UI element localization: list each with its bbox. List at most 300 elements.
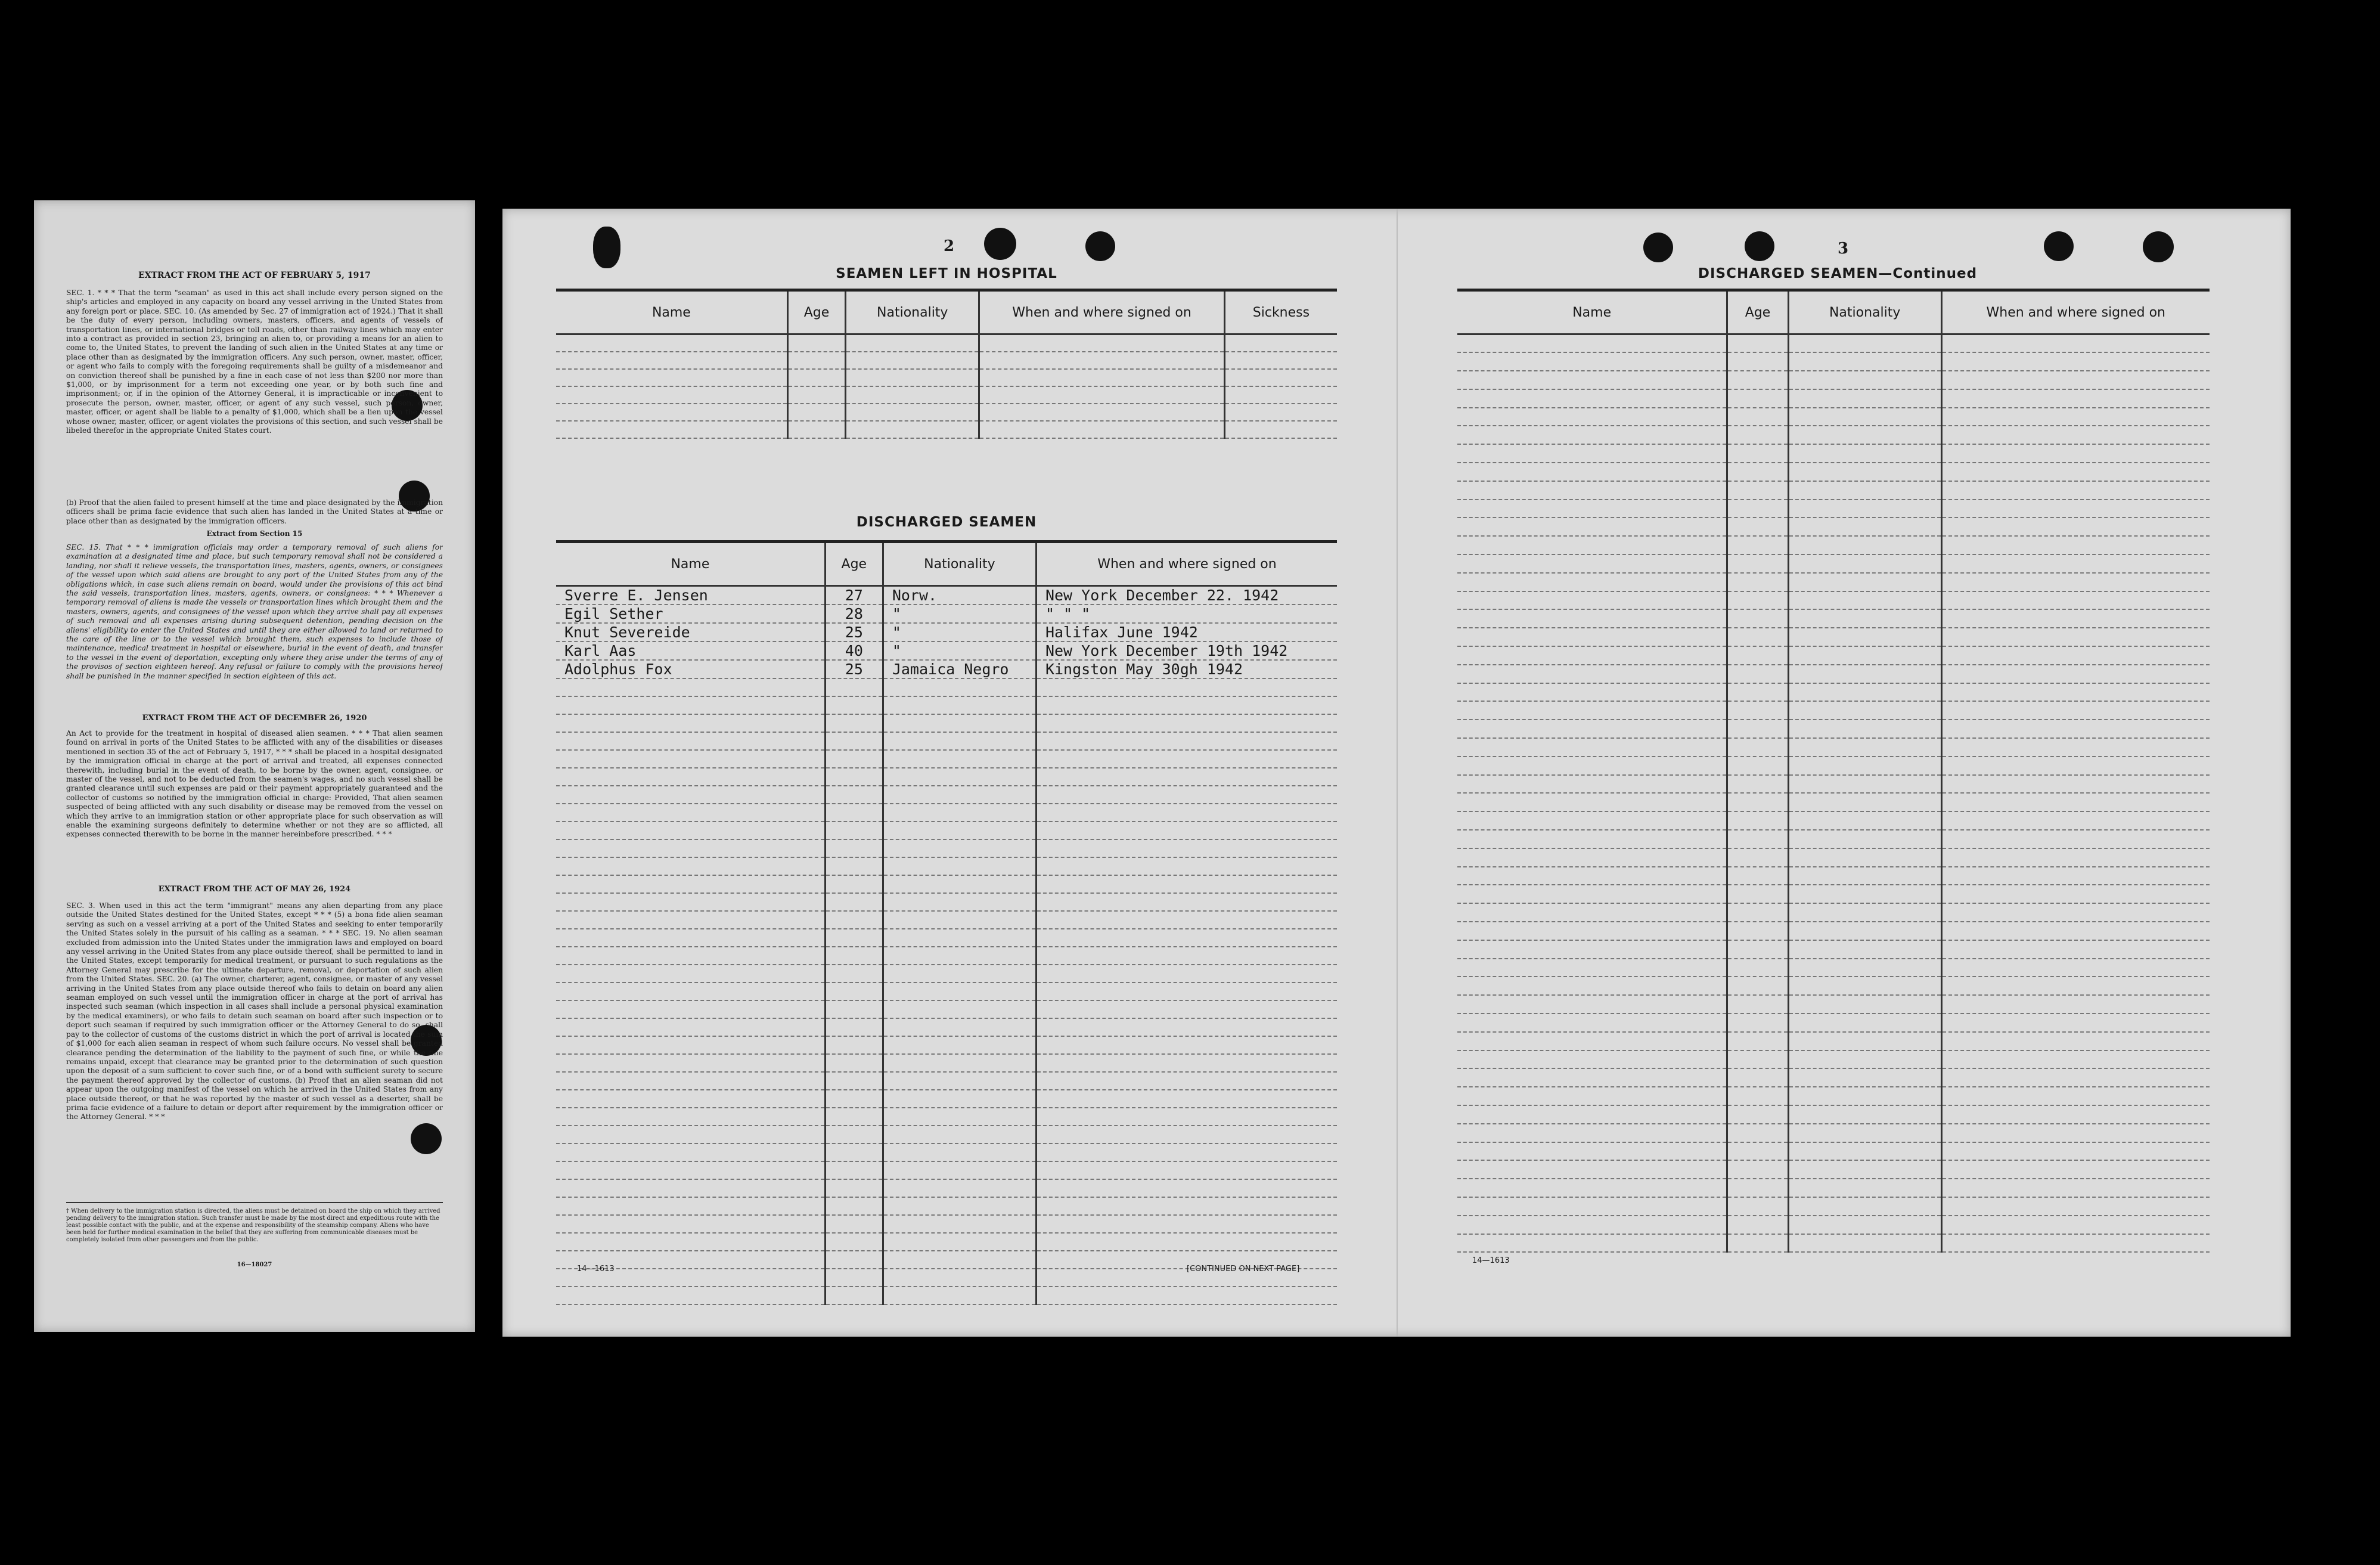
discharged-seaman-row [556, 660, 1337, 678]
empty-cell [556, 1054, 825, 1072]
blank-row [556, 839, 1337, 857]
empty-cell [556, 1287, 825, 1304]
empty-cell [883, 929, 1036, 947]
blank-row [1457, 683, 2210, 702]
blank-row [556, 1179, 1337, 1197]
blank-row [556, 1215, 1337, 1233]
empty-cell [1457, 536, 1727, 554]
empty-cell [556, 404, 787, 421]
blank-row [556, 714, 1337, 732]
empty-cell [1941, 757, 2210, 775]
empty-cell [556, 732, 825, 750]
empty-cell [556, 1179, 825, 1197]
empty-cell [883, 965, 1036, 983]
blank-row [556, 404, 1337, 421]
cell-age: 25 [825, 660, 883, 678]
cell-nationality: " [883, 605, 1036, 623]
empty-cell [1727, 903, 1788, 922]
empty-cell [1941, 444, 2210, 463]
empty-cell [1457, 1216, 1727, 1234]
empty-cell [1727, 591, 1788, 610]
empty-cell [1036, 983, 1337, 1000]
empty-cell [556, 839, 825, 857]
blank-row [1457, 1142, 2210, 1161]
empty-cell [883, 893, 1036, 911]
empty-cell [825, 1108, 883, 1126]
empty-cell [846, 352, 979, 369]
col-header-nationality: Nationality [1788, 290, 1941, 334]
empty-cell [1457, 793, 1727, 811]
blank-row [1457, 775, 2210, 794]
col-header-signed-on: When and where signed on [979, 290, 1225, 334]
page-fold [1397, 209, 1398, 1337]
empty-cell [1457, 1014, 1727, 1032]
empty-cell [1788, 738, 1941, 757]
empty-cell [825, 1161, 883, 1179]
empty-cell [979, 404, 1225, 421]
empty-cell [883, 714, 1036, 732]
blank-row [1457, 720, 2210, 738]
empty-cell [1788, 959, 1941, 977]
blank-row [1457, 885, 2210, 903]
empty-cell [1941, 830, 2210, 848]
empty-cell [556, 386, 787, 404]
empty-cell [1457, 1197, 1727, 1216]
empty-cell [1941, 481, 2210, 500]
empty-cell [556, 875, 825, 893]
empty-cell [1727, 867, 1788, 885]
empty-cell [1727, 536, 1788, 554]
empty-cell [1788, 757, 1941, 775]
empty-cell [825, 983, 883, 1000]
blank-row [556, 893, 1337, 911]
empty-cell [556, 421, 787, 438]
empty-cell [825, 1251, 883, 1269]
footnote: † When delivery to the immigration station is directed, the aliens must be detained on board the ship on which they arrived pending delivery to the immigration station. Such transfer must be made by the most direct and expeditious route with the least possible contact with the public, and at the expense and responsibility of the steamship company. Aliens who have been held for further medical examination in the belief that they are suffering from communicable diseases must be completely isolated from other passengers and from the public. [66, 1208, 440, 1243]
discharged-continued-table [1457, 289, 2210, 1253]
blank-row [556, 804, 1337, 822]
empty-cell [979, 421, 1225, 438]
empty-cell [556, 804, 825, 822]
col-header-sickness: Sickness [1224, 290, 1337, 334]
punch-hole [2143, 231, 2174, 262]
col-header-nationality: Nationality [883, 542, 1036, 586]
empty-cell [1036, 1197, 1337, 1215]
empty-cell [1727, 481, 1788, 500]
empty-cell [1788, 1197, 1941, 1216]
empty-cell [1457, 352, 1727, 371]
empty-cell [1941, 867, 2210, 885]
empty-cell [1941, 922, 2210, 940]
empty-cell [1727, 940, 1788, 959]
empty-cell [1941, 720, 2210, 738]
empty-cell [1727, 1234, 1788, 1253]
empty-cell [1224, 369, 1337, 386]
empty-cell [883, 911, 1036, 929]
empty-cell [556, 822, 825, 839]
empty-cell [1941, 1234, 2210, 1253]
empty-cell [846, 404, 979, 421]
empty-cell [1457, 628, 1727, 646]
cell-age: 40 [825, 642, 883, 660]
blank-row [1457, 811, 2210, 830]
empty-cell [1457, 334, 1727, 353]
empty-cell [883, 1036, 1036, 1054]
empty-cell [1727, 683, 1788, 702]
blank-row [556, 1018, 1337, 1036]
empty-cell [1457, 1234, 1727, 1253]
empty-cell [1457, 646, 1727, 665]
empty-cell [825, 768, 883, 786]
empty-cell [883, 1179, 1036, 1197]
empty-cell [883, 1054, 1036, 1072]
empty-cell [1941, 793, 2210, 811]
empty-cell [883, 1233, 1036, 1251]
empty-cell [1941, 591, 2210, 610]
empty-cell [825, 857, 883, 875]
empty-cell [787, 404, 845, 421]
empty-cell [1941, 885, 2210, 903]
empty-cell [1457, 426, 1727, 444]
blank-row [556, 911, 1337, 929]
form-code: 14—1613 [577, 1265, 615, 1273]
empty-cell [825, 1054, 883, 1072]
cell-age: 25 [825, 623, 883, 642]
cell-nationality: " [883, 642, 1036, 660]
empty-cell [1727, 701, 1788, 720]
blank-row [1457, 1068, 2210, 1087]
empty-cell [1727, 885, 1788, 903]
empty-cell [1941, 426, 2210, 444]
empty-cell [1788, 830, 1941, 848]
empty-cell [1788, 352, 1941, 371]
punch-hole [1085, 231, 1115, 261]
cell-name: Knut Severeide [556, 623, 825, 642]
blank-row [556, 1072, 1337, 1090]
blank-row [556, 386, 1337, 404]
empty-cell [1457, 408, 1727, 426]
empty-cell [883, 768, 1036, 786]
extract-heading-1920: EXTRACT FROM THE ACT OF DECEMBER 26, 1920 [142, 714, 367, 723]
empty-cell [787, 352, 845, 369]
blank-row [556, 1108, 1337, 1126]
empty-cell [1457, 830, 1727, 848]
empty-cell [846, 334, 979, 352]
empty-cell [1727, 500, 1788, 518]
blank-row [1457, 848, 2210, 867]
empty-cell [1727, 389, 1788, 408]
empty-cell [1788, 940, 1941, 959]
empty-cell [1036, 965, 1337, 983]
empty-cell [1788, 665, 1941, 683]
blank-row [556, 334, 1337, 352]
empty-cell [825, 965, 883, 983]
empty-cell [1457, 811, 1727, 830]
empty-cell [1727, 977, 1788, 995]
empty-cell [1457, 1124, 1727, 1142]
empty-cell [883, 947, 1036, 965]
empty-cell [1457, 1068, 1727, 1087]
empty-cell [1457, 463, 1727, 481]
empty-cell [1788, 1124, 1941, 1142]
empty-cell [883, 1287, 1036, 1304]
empty-cell [1727, 1087, 1788, 1105]
empty-cell [1457, 500, 1727, 518]
empty-cell [556, 1072, 825, 1090]
empty-cell [1788, 720, 1941, 738]
blank-row [1457, 1179, 2210, 1197]
empty-cell [1788, 536, 1941, 554]
hospital-section-title: SEAMEN LEFT IN HOSPITAL [836, 266, 1057, 281]
blank-row [556, 1233, 1337, 1251]
col-header-signed-on: When and where signed on [1941, 290, 2210, 334]
empty-cell [846, 386, 979, 404]
empty-cell [883, 678, 1036, 696]
empty-cell [1727, 1050, 1788, 1069]
blank-row [556, 857, 1337, 875]
empty-cell [556, 857, 825, 875]
blank-row [1457, 500, 2210, 518]
empty-cell [825, 1036, 883, 1054]
extract-heading-section15: Extract from Section 15 [206, 529, 303, 538]
empty-cell [1727, 628, 1788, 646]
blank-row [1457, 1234, 2210, 1253]
extract-paragraph-1924: SEC. 3. When used in this act the term "immigrant" means any alien departing from any place outside the United States destined for the United States, except * * * (5) a bona fide alien seaman serving as such on a vessel arriving at a port of the United States and seeking to enter temporarily the United States solely in the pursuit of his calling as a seaman. * * * SEC. 19. No alien seaman excluded from admission into the United States under the immigration laws and employed on board any vessel arriving in the United States from any place outside thereof, shall be permitted to land in the United States, except temporarily for medical treatment, or pursuant to such regulations as the Attorney General may prescribe for the ultimate departure, removal, or deportation of such alien from the United States. SEC. 20. (a) The owner, charterer, agent, consignee, or master of any vessel arriving in the United States from any place outside thereof who fails to detain on board any alien seaman employed on such vessel until the immigration officer in charge at the port of arrival has inspected such seaman (which inspection in all cases shall include a personal physical examination by the medical examiners), or who fails to detain such seaman on board after such inspection or to deport such seaman if required by such immigration officer or the Attorney General to do so, shall pay to the collector of customs of the customs district in which the port of arrival is located the sum of $1,000 for each alien seaman in respect of whom such failure occurs. No vessel shall be granted clearance pending the determination of the liability to the payment of such fine, or while the fine remains unpaid, except that clearance may be granted prior to the determination of such question upon the deposit of a sum sufficient to cover such fine, or of a bond with sufficient surety to secure the payment thereof approved by the collector of customs. (b) Proof that an alien seaman did not appear upon the outgoing manifest of the vessel on which he arrived in the United States from any place outside thereof, or that he was reported by the master of such vessel as a deserter, shall be prima facie evidence of a failure to detain or deport after requirement by the immigration officer or the Attorney General. * * * [66, 901, 443, 1121]
empty-cell [1941, 1087, 2210, 1105]
blank-row [1457, 1087, 2210, 1105]
empty-cell [556, 893, 825, 911]
empty-cell [1457, 757, 1727, 775]
col-header-name: Name [556, 542, 825, 586]
cell-signed-on: Halifax June 1942 [1036, 623, 1337, 642]
blank-row [556, 1161, 1337, 1179]
empty-cell [825, 822, 883, 839]
empty-cell [883, 857, 1036, 875]
empty-cell [1727, 1105, 1788, 1124]
empty-cell [1036, 1072, 1337, 1090]
empty-cell [1941, 628, 2210, 646]
empty-cell [1036, 1233, 1337, 1251]
page-number: 2 [944, 237, 955, 255]
empty-cell [556, 1143, 825, 1161]
empty-cell [1036, 1161, 1337, 1179]
empty-cell [1727, 793, 1788, 811]
empty-cell [1941, 1014, 2210, 1032]
blank-row [556, 822, 1337, 839]
empty-cell [1941, 536, 2210, 554]
blank-row [1457, 444, 2210, 463]
empty-cell [825, 1287, 883, 1304]
empty-cell [1788, 1142, 1941, 1161]
empty-cell [883, 696, 1036, 714]
empty-cell [1941, 701, 2210, 720]
empty-cell [1941, 573, 2210, 591]
empty-cell [883, 1108, 1036, 1126]
empty-cell [825, 1215, 883, 1233]
empty-cell [1788, 646, 1941, 665]
empty-cell [979, 334, 1225, 352]
empty-cell [1941, 959, 2210, 977]
empty-cell [1941, 500, 2210, 518]
empty-cell [556, 965, 825, 983]
blank-row [1457, 408, 2210, 426]
empty-cell [1727, 573, 1788, 591]
blank-row [1457, 352, 2210, 371]
empty-cell [883, 804, 1036, 822]
empty-cell [1036, 1090, 1337, 1108]
empty-cell [825, 696, 883, 714]
empty-cell [1788, 885, 1941, 903]
blank-row [1457, 665, 2210, 683]
empty-cell [825, 1072, 883, 1090]
empty-cell [1941, 1124, 2210, 1142]
empty-cell [1457, 683, 1727, 702]
empty-cell [825, 1000, 883, 1018]
empty-cell [1788, 977, 1941, 995]
empty-cell [1941, 517, 2210, 536]
empty-cell [1457, 665, 1727, 683]
empty-cell [1788, 701, 1941, 720]
empty-cell [1727, 757, 1788, 775]
empty-cell [1727, 426, 1788, 444]
extract-heading-1917: EXTRACT FROM THE ACT OF FEBRUARY 5, 1917 [138, 271, 371, 280]
blank-row [1457, 977, 2210, 995]
empty-cell [883, 1143, 1036, 1161]
empty-cell [1727, 959, 1788, 977]
empty-cell [1727, 995, 1788, 1014]
empty-cell [1036, 732, 1337, 750]
blank-row [556, 983, 1337, 1000]
empty-cell [1941, 1105, 2210, 1124]
blank-row [1457, 628, 2210, 646]
empty-cell [1788, 591, 1941, 610]
empty-cell [883, 822, 1036, 839]
empty-cell [1036, 804, 1337, 822]
empty-cell [1036, 893, 1337, 911]
empty-cell [556, 1233, 825, 1251]
blank-row [1457, 554, 2210, 573]
empty-cell [787, 334, 845, 352]
empty-cell [825, 786, 883, 804]
empty-cell [1036, 1054, 1337, 1072]
empty-cell [1941, 371, 2210, 389]
empty-cell [825, 929, 883, 947]
empty-cell [1457, 573, 1727, 591]
legal-extract-sheet [34, 200, 475, 1332]
page-number: 3 [1838, 240, 1849, 258]
blank-row [1457, 738, 2210, 757]
blank-row [1457, 1160, 2210, 1179]
cell-signed-on: New York December 22. 1942 [1036, 586, 1337, 605]
empty-cell [1788, 1105, 1941, 1124]
empty-cell [825, 1018, 883, 1036]
empty-cell [883, 1072, 1036, 1090]
empty-cell [1036, 839, 1337, 857]
blank-row [1457, 959, 2210, 977]
cell-name: Karl Aas [556, 642, 825, 660]
empty-cell [1457, 554, 1727, 573]
extract-paragraph-proof: (b) Proof that the alien failed to present himself at the time and place designated by the immigration officers shall be prima facie evidence that such alien has landed in the United States at a time or place other than as designated by the immigration officers. [66, 498, 443, 525]
punch-hole [2044, 231, 2074, 261]
empty-cell [883, 750, 1036, 768]
blank-row [556, 875, 1337, 893]
empty-cell [556, 1197, 825, 1215]
blank-row [1457, 903, 2210, 922]
blank-row [556, 1143, 1337, 1161]
blank-row [556, 421, 1337, 438]
blank-row [556, 1197, 1337, 1215]
divider [66, 1202, 443, 1203]
col-header-signed-on: When and where signed on [1036, 542, 1337, 586]
blank-row [1457, 793, 2210, 811]
empty-cell [1941, 738, 2210, 757]
form-code: 16—18027 [237, 1262, 272, 1268]
empty-cell [1788, 628, 1941, 646]
empty-cell [556, 1036, 825, 1054]
empty-cell [1788, 481, 1941, 500]
empty-cell [1457, 977, 1727, 995]
blank-row [556, 1000, 1337, 1018]
cell-name: Adolphus Fox [556, 660, 825, 678]
empty-cell [1727, 1179, 1788, 1197]
empty-cell [556, 1090, 825, 1108]
empty-cell [1457, 591, 1727, 610]
empty-cell [883, 1161, 1036, 1179]
empty-cell [1036, 678, 1337, 696]
empty-cell [1224, 334, 1337, 352]
empty-cell [825, 750, 883, 768]
empty-cell [1036, 857, 1337, 875]
blank-row [1457, 389, 2210, 408]
blank-row [1457, 426, 2210, 444]
cell-nationality: Norw. [883, 586, 1036, 605]
empty-cell [825, 911, 883, 929]
empty-cell [1788, 1050, 1941, 1069]
discharged-seaman-row [556, 605, 1337, 623]
empty-cell [556, 1161, 825, 1179]
empty-cell [1941, 848, 2210, 867]
empty-cell [1788, 371, 1941, 389]
empty-cell [1457, 940, 1727, 959]
empty-cell [1036, 750, 1337, 768]
blank-row [1457, 463, 2210, 481]
blank-row [1457, 646, 2210, 665]
blank-row [1457, 1032, 2210, 1050]
empty-cell [1036, 911, 1337, 929]
empty-cell [1224, 421, 1337, 438]
empty-cell [1727, 334, 1788, 353]
discharged-seaman-row [556, 642, 1337, 660]
empty-cell [1727, 517, 1788, 536]
empty-cell [1457, 995, 1727, 1014]
empty-cell [1224, 386, 1337, 404]
empty-cell [1036, 1018, 1337, 1036]
empty-cell [1457, 922, 1727, 940]
col-header-nationality: Nationality [846, 290, 979, 334]
empty-cell [825, 947, 883, 965]
manifest-form-sheet [502, 209, 2291, 1337]
empty-cell [1457, 903, 1727, 922]
col-header-age: Age [1727, 290, 1788, 334]
empty-cell [1457, 389, 1727, 408]
col-header-name: Name [1457, 290, 1727, 334]
empty-cell [1457, 720, 1727, 738]
cell-name: Sverre E. Jensen [556, 586, 825, 605]
empty-cell [883, 1000, 1036, 1018]
blank-row [1457, 1197, 2210, 1216]
punch-hole [1745, 231, 1774, 261]
empty-cell [1941, 811, 2210, 830]
